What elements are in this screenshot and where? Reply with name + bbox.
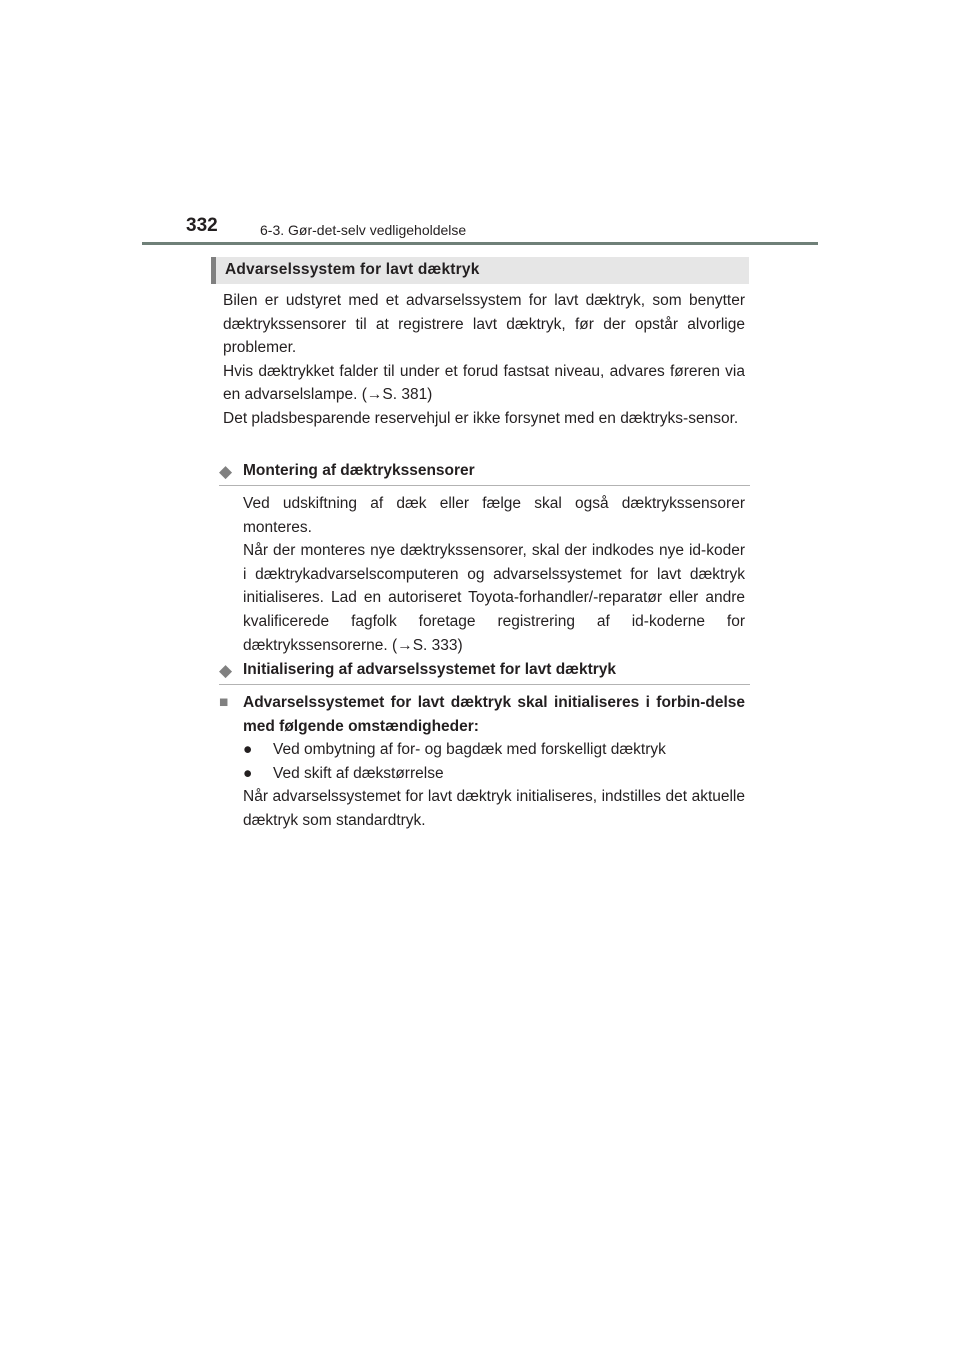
- condition-heading-text: Advarselssystemet for lavt dæktryk skal initialiseres i forbin-delse med følgende omstændigheder:: [243, 694, 745, 735]
- paragraph-id-code-registration: Når der monteres nye dæktrykssensorer, skal der indkodes nye id-koder i dæktrykadvarselscomputeren og advarselssystemet for lavt dæktryk initialiseres. Lad en autoriseret Toyota-forhandler/-reparatør eller andre kvalificerede fagfolk foretage registrering af id-koderne for dæktrykssensorerne. (→S. 333): [243, 542, 745, 654]
- page-number: 332: [186, 215, 218, 236]
- section-bar-marker: [211, 257, 216, 284]
- subsection-heading-sensors: [219, 460, 749, 484]
- subsection-title: Initialisering af advarselssystemet for lavt dæktryk: [243, 661, 617, 678]
- initialisation-note: Når advarselssystemet for lavt dæktryk initialiseres, indstilles det aktuelle dæktryk som standardtryk.: [243, 788, 745, 829]
- section-intro: [223, 289, 745, 431]
- list-item: [219, 738, 745, 762]
- subsection-divider: [219, 684, 750, 685]
- paragraph-warning-lamp: Hvis dæktrykket falder til under et forud fastsat niveau, advares føreren via en advarselslampe. (→S. 381): [223, 362, 745, 404]
- list-item-text: Ved skift af dækstørrelse: [273, 764, 444, 782]
- diamond-icon: ◆: [219, 661, 233, 680]
- header-divider: [142, 242, 818, 245]
- condition-heading: [219, 691, 745, 738]
- paragraph-system-description: Bilen er udstyret med et advarselssystem for lavt dæktryk, som benytter dæktrykssensorer til at registrere lavt dæktryk, før der opstår alvorlige problemer.: [223, 292, 745, 357]
- list-item-text: Ved ombytning af for- og bagdæk med forskelligt dæktryk: [273, 741, 666, 759]
- subsection-heading-initialisation: [219, 659, 749, 683]
- initialisation-conditions: [219, 691, 745, 833]
- subsection-title: Montering af dæktrykssensorer: [243, 462, 475, 479]
- square-bullet-icon: ■: [219, 694, 229, 711]
- bullet-icon: ●: [243, 764, 253, 782]
- paragraph-spare-wheel: Det pladsbesparende reservehjul er ikke forsynet med en dæktryks-sensor.: [223, 409, 739, 427]
- diamond-icon: ◆: [219, 462, 233, 481]
- subsection-sensors-body: [243, 492, 745, 657]
- bullet-icon: ●: [243, 741, 253, 759]
- paragraph-sensor-replacement: Ved udskiftning af dæk eller fælge skal også dæktrykssensorer monteres.: [243, 495, 745, 536]
- list-item: [219, 762, 745, 786]
- page-header: [0, 0, 960, 250]
- subsection-divider: [219, 485, 750, 486]
- chapter-section-label: 6-3. Gør-det-selv vedligeholdelse: [260, 222, 467, 238]
- section-title-bar: [211, 257, 749, 284]
- section-title: Advarselssystem for lavt dæktryk: [225, 261, 480, 278]
